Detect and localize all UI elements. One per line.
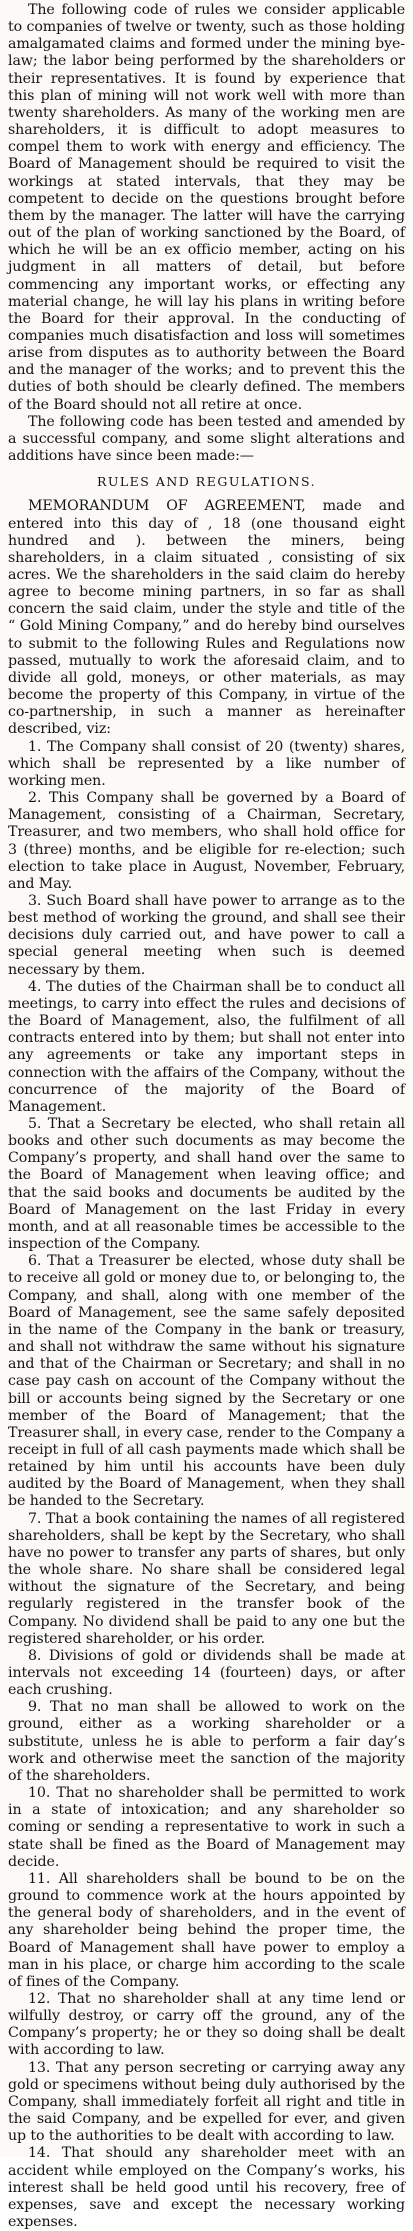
section-heading: RULES AND REGULATIONS.: [96, 474, 317, 490]
rule-paragraph: 14. That should any shareholder meet with an accident while employed on the Company’s works, his interest shall be held good until his recovery, free of expenses, save and except the necessary working expenses.: [8, 2145, 405, 2230]
rule-paragraph: 1. The Company shall consist of 20 (twenty) shares, which shall be represented by a like number of working men.: [8, 738, 405, 789]
rule-paragraph: 6. That a Treasurer be elected, whose duty shall be to receive all gold or money due to, or belonging to, the Company, and shall, along with one member of the Board of Management, see the same safely deposited in the name of the Company in the bank or treasury, and shall not withdraw the same without his signature and that of the Chairman or Secretary; and shall in no case pay cash on account of the Company without the bill or accounts being signed by the Secretary or one member of the Board of Management; that the Treasurer shall, in every case, render to the Company a receipt in full of all cash payments made which shall be retained by him until his accounts have been duly audited by the Board of Management, when they shall be handed to the Secretary.: [8, 1253, 405, 1510]
rule-paragraph: 2. This Company shall be governed by a Board of Management, consisting of a Chairman, Secretary, Treasurer, and two members, who shall hold office for 3 (three) months, and be eligible for re-election; such election to take place in August, November, February, and May.: [8, 790, 405, 892]
rule-paragraph: 3. Such Board shall have power to arrange as to the best method of working the ground, and shall see their decisions duly carried out, and have power to call a special general meeting when such is deemed necessary by them.: [8, 892, 405, 978]
rule-paragraph: 10. That no shareholder shall be permitted to work in a state of intoxication; and any shareholder so coming or sending a representative to work in such a state shall be fined as the Board of Management may decide.: [8, 1785, 405, 1870]
memorandum-paragraph: MEMORANDUM OF AGREEMENT, made and entered into this day of , 18 (one thousand eight hundred and ). between the miners, being shareholders, in a claim situated , consisting of six acres. We the shareholders in the said claim do hereby agree to become mining partners, in so far as shall concern the said claim, under the style and title of the “ Gold Mining Company,” and do hereby bind ourselves to submit to the following Rules and Regulations now passed, mutually to work the aforesaid claim, and to divide all gold, moneys, or other materials, as may become the property of this Company, in virtue of the co-partnership, in such a manner as hereinafter described, viz:: [8, 498, 405, 738]
intro-paragraph: The following code of rules we consider applicable to companies of twelve or twenty, such as those holding amalgamated claims and formed under the mining bye-law; the labor being performed by the shareholders or their representatives. It is found by experience that this plan of mining will not work well with more than twenty shareholders. As many of the working men are shareholders, it is difficult to adopt measures to compel them to work with energy and efficiency. The Board of Management should be required to visit the workings at stated intervals, that they may be competent to decide on the questions brought before them by the manager. The latter will have the carrying out of the plan of working sanctioned by the Board, of which he will be an ex officio member, acting on his judgment in all matters of detail, but before commencing any important works, or effecting any material change, he will lay his plans in writing before the Board for their approval. In the conducting of companies much disatisfaction and loss will sometimes arise from disputes as to authority between the Board and the manager of the works; and to prevent this the duties of both should be clearly defined. The members of the Board should not all retire at once.: [8, 2, 405, 413]
rule-paragraph: 7. That a book containing the names of all registered shareholders, shall be kept by the Secretary, who shall have no power to transfer any parts of shares, but only the whole share. No share shall be considered legal without the signature of the Secretary, and being regularly registered in the transfer book of the Company. No dividend shall be paid to any one but the registered shareholder, or his order.: [8, 1510, 405, 1647]
rule-paragraph: 4. The duties of the Chairman shall be to conduct all meetings, to carry into effect the rules and decisions of the Board of Management, also, the fulfilment of all contracts entered into by them; but shall not enter into any agreements or take any important steps in connection with the affairs of the Company, without the concurrence of the majority of the Board of Management.: [8, 978, 405, 1115]
rule-paragraph: 5. That a Secretary be elected, who shall retain all books and other such documents as may become the Company’s property, and shall hand over the same to the Board of Management when leaving office; and that the said books and documents be audited by the Board of Management on the last Friday in every month, and at all reasonable times be accessible to the inspection of the Company.: [8, 1116, 405, 1253]
article-column: [8, 2, 405, 2231]
rule-paragraph: 13. That any person secreting or carrying away any gold or specimens without being duly authorised by the Company, shall immediately forfeit all right and title in the said Company, and be expelled for ever, and given up to the authorities to be dealt with according to law.: [8, 2059, 405, 2145]
rule-paragraph: 12. That no shareholder shall at any time lend or wilfully destroy, or carry off the ground, any of the Company’s property; he or they so doing shall be dealt with according to law.: [8, 1990, 405, 2059]
intro-paragraph: The following code has been tested and amended by a successful company, and some slight alterations and additions have since been made:—: [8, 413, 405, 465]
rule-paragraph: 8. Divisions of gold or dividends shall be made at intervals not exceeding 14 (fourteen) days, or after each crushing.: [8, 1647, 405, 1699]
rule-paragraph: 9. That no man shall be allowed to work on the ground, either as a working shareholder or a substitute, unless he is able to perform a fair day’s work and otherwise meet the sanction of the majority of the shareholders.: [8, 1699, 405, 1784]
rule-paragraph: 11. All shareholders shall be bound to be on the ground to commence work at the hours appointed by the general body of shareholders, and in the event of any shareholder being behind the proper time, the Board of Management shall have power to employ a man in his place, or charge him according to the scale of fines of the Company.: [8, 1870, 405, 1990]
